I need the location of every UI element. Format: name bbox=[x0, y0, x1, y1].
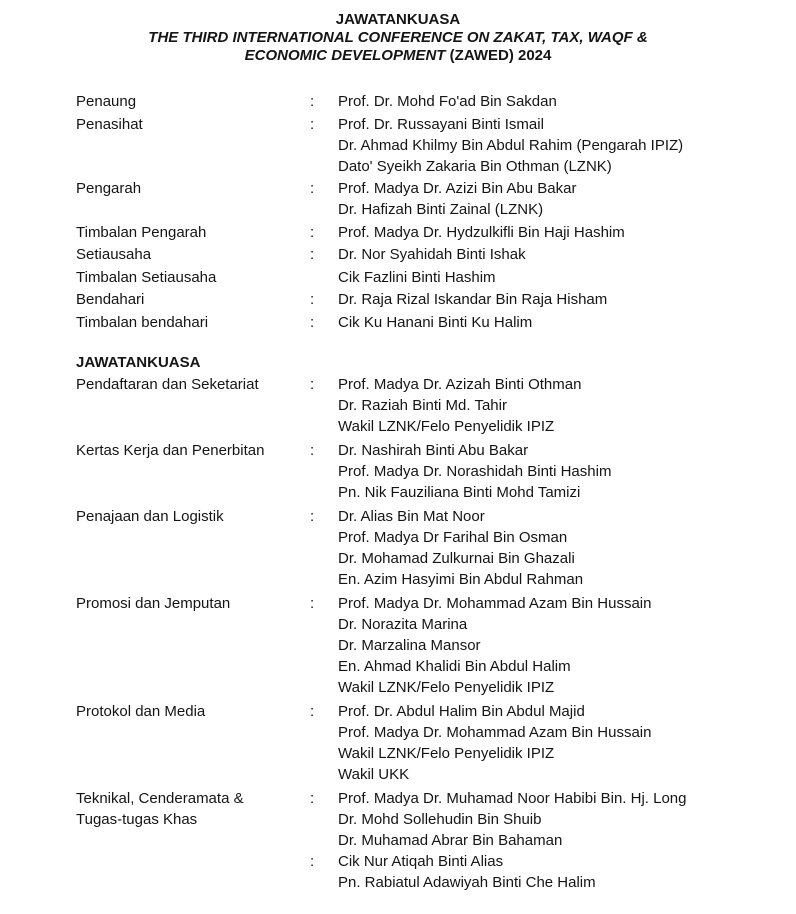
entry bbox=[310, 114, 776, 177]
person-name: Wakil LZNK/Felo Penyelidik IPIZ bbox=[338, 417, 555, 435]
person-name: Dr. Nashirah Binti Abu Bakar bbox=[338, 441, 529, 459]
entries bbox=[310, 506, 776, 590]
names bbox=[338, 851, 776, 893]
document-body bbox=[0, 91, 796, 893]
person-name: Cik Fazlini Binti Hashim bbox=[338, 268, 496, 286]
entries bbox=[310, 114, 776, 177]
role-label bbox=[76, 701, 310, 722]
role-label-line: Pendaftaran dan Seketariat bbox=[76, 375, 259, 393]
colon-separator: : bbox=[310, 115, 315, 133]
colon-separator: : bbox=[310, 223, 315, 241]
names bbox=[338, 222, 776, 243]
colon-separator: : bbox=[310, 375, 315, 393]
entry bbox=[310, 593, 776, 698]
person-name: Prof. Madya Dr. Azizi Bin Abu Bakar bbox=[338, 180, 577, 197]
person-name: Wakil LZNK/Felo Penyelidik IPIZ bbox=[338, 678, 555, 696]
role-label bbox=[76, 289, 310, 310]
committee-group bbox=[76, 701, 776, 785]
role-label-line: Timbalan Pengarah bbox=[76, 223, 207, 241]
person-name: Dr. Marzalina Mansor bbox=[338, 636, 481, 654]
officer-group bbox=[76, 114, 776, 177]
person-name: Dr. Alias Bin Mat Noor bbox=[338, 507, 485, 525]
person-name: Pn. Rabiatul Adawiyah Binti Che Halim bbox=[338, 873, 596, 891]
committee-group bbox=[76, 593, 776, 698]
names bbox=[338, 178, 776, 220]
names bbox=[338, 374, 776, 437]
colon-separator: : bbox=[310, 702, 315, 720]
person-name: Cik Ku Hanani Binti Ku Halim bbox=[338, 313, 533, 331]
doc-title-line-1: JAWATANKUASA bbox=[335, 11, 461, 28]
person-name: Dr. Hafizah Binti Zainal (LZNK) bbox=[338, 201, 544, 218]
names bbox=[338, 701, 776, 785]
entries bbox=[310, 91, 776, 112]
entries bbox=[310, 267, 776, 288]
names bbox=[338, 244, 776, 265]
person-name: Prof. Madya Dr. Hydzulkifli Bin Haji Hashim bbox=[338, 223, 625, 241]
person-name: Pn. Nik Fauziliana Binti Mohd Tamizi bbox=[338, 483, 581, 501]
person-name: Dr. Raja Rizal Iskandar Bin Raja Hisham bbox=[338, 291, 608, 308]
entries bbox=[310, 178, 776, 220]
role-label bbox=[76, 267, 310, 288]
entries bbox=[310, 244, 776, 265]
entry bbox=[310, 851, 776, 893]
entry bbox=[310, 178, 776, 220]
person-name: Prof. Madya Dr Farihal Bin Osman bbox=[338, 528, 568, 546]
colon-separator: : bbox=[310, 789, 315, 807]
colon-separator: : bbox=[310, 246, 315, 263]
jawatankuasa-section-heading: JAWATANKUASA bbox=[76, 353, 201, 371]
names bbox=[338, 788, 776, 851]
entry bbox=[310, 312, 776, 333]
officer-group bbox=[76, 312, 776, 333]
names bbox=[338, 593, 776, 698]
person-name: Prof. Madya Dr. Mohammad Azam Bin Hussain bbox=[338, 594, 652, 612]
role-label-line: Tugas-tugas Khas bbox=[76, 810, 198, 828]
person-name: Dr. Nor Syahidah Binti Ishak bbox=[338, 246, 526, 263]
person-name: Wakil UKK bbox=[338, 765, 410, 783]
officer-group bbox=[76, 91, 776, 112]
role-label bbox=[76, 374, 310, 395]
person-name: Wakil LZNK/Felo Penyelidik IPIZ bbox=[338, 744, 555, 762]
person-name: Prof. Dr. Mohd Fo'ad Bin Sakdan bbox=[338, 93, 557, 110]
role-label-line: Timbalan Setiausaha bbox=[76, 268, 217, 286]
entry bbox=[310, 701, 776, 785]
person-name: En. Ahmad Khalidi Bin Abdul Halim bbox=[338, 657, 571, 675]
names bbox=[338, 506, 776, 590]
entry bbox=[310, 374, 776, 437]
role-label-line: Kertas Kerja dan Penerbitan bbox=[76, 441, 265, 459]
role-label bbox=[76, 506, 310, 527]
doc-title-line-3-italic: ECONOMIC DEVELOPMENT bbox=[244, 47, 446, 64]
entries bbox=[310, 289, 776, 310]
role-label-line: Penaung bbox=[76, 93, 137, 110]
names bbox=[338, 267, 776, 288]
person-name: Prof. Madya Dr. Muhamad Noor Habibi Bin. Hj. Long bbox=[338, 789, 687, 807]
document-title bbox=[0, 0, 796, 65]
person-name: Prof. Madya Dr. Azizah Binti Othman bbox=[338, 375, 582, 393]
role-label-line: Setiausaha bbox=[76, 246, 152, 263]
person-name: Dr. Mohamad Zulkurnai Bin Ghazali bbox=[338, 549, 575, 567]
colon-separator: : bbox=[310, 852, 315, 870]
person-name: Prof. Madya Dr. Mohammad Azam Bin Hussain bbox=[338, 723, 652, 741]
person-name: Cik Nur Atiqah Binti Alias bbox=[338, 852, 504, 870]
names bbox=[338, 91, 776, 112]
role-label bbox=[76, 593, 310, 614]
person-name: Dr. Ahmad Khilmy Bin Abdul Rahim (Pengarah IPIZ) bbox=[338, 136, 684, 154]
names bbox=[338, 114, 776, 177]
role-label bbox=[76, 178, 310, 199]
officer-group bbox=[76, 289, 776, 310]
entry bbox=[310, 91, 776, 112]
entries bbox=[310, 440, 776, 503]
entries bbox=[310, 312, 776, 333]
role-label bbox=[76, 312, 310, 333]
officer-group bbox=[76, 267, 776, 288]
role-label bbox=[76, 222, 310, 243]
person-name: Dr. Mohd Sollehudin Bin Shuib bbox=[338, 810, 542, 828]
role-label-line: Bendahari bbox=[76, 291, 145, 308]
role-label-line: Penajaan dan Logistik bbox=[76, 507, 224, 525]
colon-separator: : bbox=[310, 291, 315, 308]
doc-title-line-2: THE THIRD INTERNATIONAL CONFERENCE ON ZAKAT, TAX, WAQF & bbox=[148, 29, 648, 46]
doc-title-line-3-rest: (ZAWED) 2024 bbox=[449, 47, 552, 64]
colon-separator: : bbox=[310, 313, 315, 331]
person-name: Dr. Muhamad Abrar Bin Bahaman bbox=[338, 831, 563, 849]
entry bbox=[310, 788, 776, 851]
entries bbox=[310, 593, 776, 698]
colon-separator: : bbox=[310, 594, 315, 612]
colon-separator: : bbox=[310, 441, 315, 459]
committee-group bbox=[76, 506, 776, 590]
person-name: Prof. Dr. Russayani Binti Ismail bbox=[338, 115, 544, 133]
role-label bbox=[76, 91, 310, 112]
officer-group bbox=[76, 244, 776, 265]
names bbox=[338, 440, 776, 503]
entry bbox=[310, 506, 776, 590]
entry bbox=[310, 440, 776, 503]
role-label bbox=[76, 114, 310, 135]
entries bbox=[310, 701, 776, 785]
doc-title-line-3 bbox=[0, 47, 796, 65]
entries bbox=[310, 222, 776, 243]
colon-separator: : bbox=[310, 507, 315, 525]
person-name: Prof. Madya Dr. Norashidah Binti Hashim bbox=[338, 462, 612, 480]
person-name: Dr. Norazita Marina bbox=[338, 615, 468, 633]
officers-list bbox=[76, 91, 776, 333]
colon-separator: : bbox=[310, 93, 315, 110]
person-name: En. Azim Hasyimi Bin Abdul Rahman bbox=[338, 570, 584, 588]
role-label bbox=[76, 788, 310, 830]
role-label bbox=[76, 244, 310, 265]
committees-list bbox=[76, 374, 776, 893]
committee-group bbox=[76, 788, 776, 893]
colon-separator: : bbox=[310, 180, 315, 197]
role-label-line: Timbalan bendahari bbox=[76, 313, 209, 331]
role-label-line: Pengarah bbox=[76, 180, 142, 197]
names bbox=[338, 289, 776, 310]
role-label bbox=[76, 440, 310, 461]
entry bbox=[310, 222, 776, 243]
names bbox=[338, 312, 776, 333]
entry bbox=[310, 289, 776, 310]
entries bbox=[310, 374, 776, 437]
person-name: Prof. Dr. Abdul Halim Bin Abdul Majid bbox=[338, 702, 585, 720]
person-name: Dr. Raziah Binti Md. Tahir bbox=[338, 396, 507, 414]
role-label-line: Teknikal, Cenderamata & bbox=[76, 789, 244, 807]
officer-group bbox=[76, 222, 776, 243]
role-label-line: Promosi dan Jemputan bbox=[76, 594, 231, 612]
entries bbox=[310, 788, 776, 893]
role-label-line: Protokol dan Media bbox=[76, 702, 206, 720]
committee-group bbox=[76, 440, 776, 503]
person-name: Dato' Syeikh Zakaria Bin Othman (LZNK) bbox=[338, 157, 612, 175]
entry bbox=[310, 267, 776, 288]
role-label-line: Penasihat bbox=[76, 115, 143, 133]
committee-group bbox=[76, 374, 776, 437]
entry bbox=[310, 244, 776, 265]
officer-group bbox=[76, 178, 776, 220]
